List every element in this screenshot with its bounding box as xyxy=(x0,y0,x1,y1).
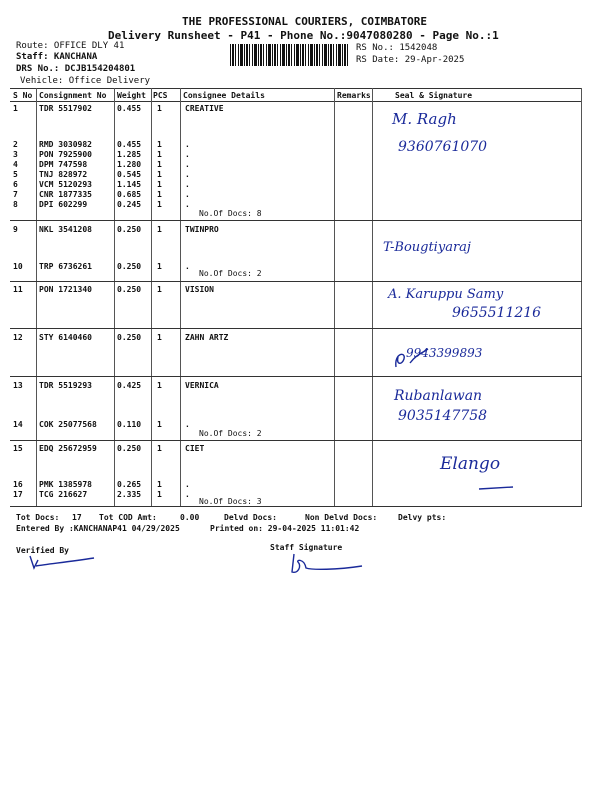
row-pcs: 1 xyxy=(157,333,162,342)
row-consignment-no: TDR 5519293 xyxy=(39,381,92,390)
row-consignee: CIET xyxy=(185,444,205,453)
signature-4-phone: 9943399893 xyxy=(406,346,483,360)
row-pcs: 1 xyxy=(157,381,162,390)
footer-entered-by: Entered By :KANCHANAP41 04/29/2025 xyxy=(16,524,180,533)
group-rule xyxy=(10,328,582,329)
footer-non-delvd-label: Non Delvd Docs: xyxy=(305,513,378,522)
row-weight: 0.250 xyxy=(117,285,142,294)
row-consignee: . xyxy=(185,140,190,149)
row-weight: 0.110 xyxy=(117,420,142,429)
verified-by-signature xyxy=(28,554,98,574)
row-consignment-no: STY 6140460 xyxy=(39,333,92,342)
row-sno: 9 xyxy=(13,225,18,234)
signature-6: Elango xyxy=(440,454,501,474)
group-rule xyxy=(10,376,582,377)
row-sno: 2 xyxy=(13,140,18,149)
footer-tot-docs: 17 xyxy=(72,513,82,522)
row-sno: 6 xyxy=(13,180,18,189)
row-consignee: VERNICA xyxy=(185,381,219,390)
company-title: THE PROFESSIONAL COURIERS, COIMBATORE xyxy=(182,15,428,28)
signature-6-underline xyxy=(477,485,517,491)
row-sno: 16 xyxy=(13,480,23,489)
row-weight: 0.685 xyxy=(117,190,142,199)
row-sno: 17 xyxy=(13,490,23,499)
col-header-seal: Seal & Signature xyxy=(395,91,473,100)
row-consignee: CREATIVE xyxy=(185,104,224,113)
row-consignment-no: PON 7925900 xyxy=(39,150,92,159)
row-pcs: 1 xyxy=(157,262,162,271)
row-consignee: . xyxy=(185,160,190,169)
drs-number: DRS No.: DCJB154204801 xyxy=(16,64,136,74)
rs-date: RS Date: 29-Apr-2025 xyxy=(356,55,465,65)
row-sno: 5 xyxy=(13,170,18,179)
row-consignee: VISION xyxy=(185,285,214,294)
row-pcs: 1 xyxy=(157,480,162,489)
row-consignee: . xyxy=(185,420,190,429)
group-doc-count: No.Of Docs: 2 xyxy=(199,269,262,278)
signature-5-phone: 9035147758 xyxy=(398,408,488,424)
col-header-consignee: Consignee Details xyxy=(183,91,265,100)
row-sno: 10 xyxy=(13,262,23,271)
row-sno: 11 xyxy=(13,285,23,294)
col-divider xyxy=(151,88,152,506)
signature-2: T-Bougtiyaraj xyxy=(383,240,471,255)
row-consignment-no: PON 1721340 xyxy=(39,285,92,294)
footer-delvy-pts-label: Delvy pts: xyxy=(398,513,447,522)
group-doc-count: No.Of Docs: 3 xyxy=(199,497,262,506)
col-header-weight: Weight xyxy=(117,91,146,100)
group-doc-count: No.Of Docs: 2 xyxy=(199,429,262,438)
footer-verified-by: Verified By xyxy=(16,546,69,555)
row-pcs: 1 xyxy=(157,140,162,149)
row-pcs: 1 xyxy=(157,200,162,209)
footer-cod-label: Tot COD Amt: xyxy=(99,513,157,522)
row-consignment-no: TCG 216627 xyxy=(39,490,88,499)
row-consignee: . xyxy=(185,200,190,209)
row-consignment-no: VCM 5120293 xyxy=(39,180,92,189)
row-weight: 1.145 xyxy=(117,180,142,189)
row-consignment-no: COK 25077568 xyxy=(39,420,97,429)
col-divider xyxy=(114,88,115,506)
row-sno: 8 xyxy=(13,200,18,209)
group-rule xyxy=(10,220,582,221)
row-pcs: 1 xyxy=(157,285,162,294)
row-weight: 0.425 xyxy=(117,381,142,390)
row-weight: 0.545 xyxy=(117,170,142,179)
footer-staff-signature: Staff Signature xyxy=(270,543,343,552)
row-consignee: . xyxy=(185,180,190,189)
row-pcs: 1 xyxy=(157,490,162,499)
footer-tot-docs-label: Tot Docs: xyxy=(16,513,60,522)
barcode-image xyxy=(230,44,350,66)
row-consignment-no: CNR 1877335 xyxy=(39,190,92,199)
row-sno: 12 xyxy=(13,333,23,342)
row-consignee: . xyxy=(185,262,190,271)
row-sno: 1 xyxy=(13,104,18,113)
row-weight: 2.335 xyxy=(117,490,142,499)
row-consignment-no: PMK 1385978 xyxy=(39,480,92,489)
row-pcs: 1 xyxy=(157,420,162,429)
row-consignment-no: TDR 5517902 xyxy=(39,104,92,113)
group-rule xyxy=(10,281,582,282)
row-consignee: . xyxy=(185,480,190,489)
row-weight: 1.285 xyxy=(117,150,142,159)
row-pcs: 1 xyxy=(157,104,162,113)
row-weight: 0.245 xyxy=(117,200,142,209)
row-consignee: ZAHN ARTZ xyxy=(185,333,229,342)
staff-info: Staff: KANCHANA xyxy=(16,52,98,62)
row-pcs: 1 xyxy=(157,150,162,159)
col-divider xyxy=(372,88,373,506)
row-pcs: 1 xyxy=(157,170,162,179)
route-info: Route: OFFICE DLY 41 xyxy=(16,41,125,51)
row-sno: 14 xyxy=(13,420,23,429)
col-header-pcs: PCS xyxy=(153,91,168,100)
col-divider xyxy=(180,88,181,506)
vehicle-info: Vehicle: Office Delivery xyxy=(20,76,151,86)
row-consignment-no: TNJ 828972 xyxy=(39,170,88,179)
col-divider xyxy=(581,88,582,506)
rs-number: RS No.: 1542048 xyxy=(356,43,438,53)
signature-3-phone: 9655511216 xyxy=(452,305,542,321)
row-consignment-no: NKL 3541208 xyxy=(39,225,92,234)
row-sno: 4 xyxy=(13,160,18,169)
footer-cod-amount: 0.00 xyxy=(180,513,200,522)
row-weight: 0.250 xyxy=(117,225,142,234)
col-divider xyxy=(334,88,335,506)
table-top-rule xyxy=(10,88,582,89)
row-weight: 0.265 xyxy=(117,480,142,489)
row-consignee: . xyxy=(185,490,190,499)
footer-printed-on: Printed on: 29-04-2025 11:01:42 xyxy=(210,524,360,533)
row-consignment-no: TRP 6736261 xyxy=(39,262,92,271)
table-bottom-rule xyxy=(10,506,582,507)
row-sno: 3 xyxy=(13,150,18,159)
row-consignment-no: EDQ 25672959 xyxy=(39,444,97,453)
row-weight: 0.455 xyxy=(117,104,142,113)
row-pcs: 1 xyxy=(157,190,162,199)
col-header-remarks: Remarks xyxy=(337,91,371,100)
row-consignment-no: DPI 602299 xyxy=(39,200,88,209)
row-sno: 15 xyxy=(13,444,23,453)
row-sno: 7 xyxy=(13,190,18,199)
row-sno: 13 xyxy=(13,381,23,390)
footer-delvd-label: Delvd Docs: xyxy=(224,513,277,522)
row-pcs: 1 xyxy=(157,225,162,234)
row-weight: 0.455 xyxy=(117,140,142,149)
row-consignment-no: RMD 3030982 xyxy=(39,140,92,149)
signature-3: A. Karuppu Samy xyxy=(388,287,504,302)
signature-1: M. Ragh xyxy=(392,110,457,128)
row-consignee: . xyxy=(185,150,190,159)
signature-1-phone: 9360761070 xyxy=(398,139,488,155)
row-pcs: 1 xyxy=(157,180,162,189)
row-pcs: 1 xyxy=(157,444,162,453)
row-consignee: . xyxy=(185,170,190,179)
staff-signature-mark xyxy=(286,552,366,576)
runsheet-subtitle: Delivery Runsheet - P41 - Phone No.:9047080280 - Page No.:1 xyxy=(108,29,499,42)
row-pcs: 1 xyxy=(157,160,162,169)
table-header-rule xyxy=(10,101,582,102)
row-consignee: . xyxy=(185,190,190,199)
col-header-sno: S No xyxy=(13,91,33,100)
row-weight: 0.250 xyxy=(117,444,142,453)
row-weight: 1.280 xyxy=(117,160,142,169)
row-consignment-no: DPM 747598 xyxy=(39,160,88,169)
row-weight: 0.250 xyxy=(117,262,142,271)
col-header-consignment: Consignment No xyxy=(39,91,107,100)
group-doc-count: No.Of Docs: 8 xyxy=(199,209,262,218)
col-divider xyxy=(36,88,37,506)
row-weight: 0.250 xyxy=(117,333,142,342)
row-consignee: TWINPRO xyxy=(185,225,219,234)
signature-5: Rubanlawan xyxy=(394,388,483,404)
signature-4-mark xyxy=(392,345,432,375)
group-rule xyxy=(10,440,582,441)
